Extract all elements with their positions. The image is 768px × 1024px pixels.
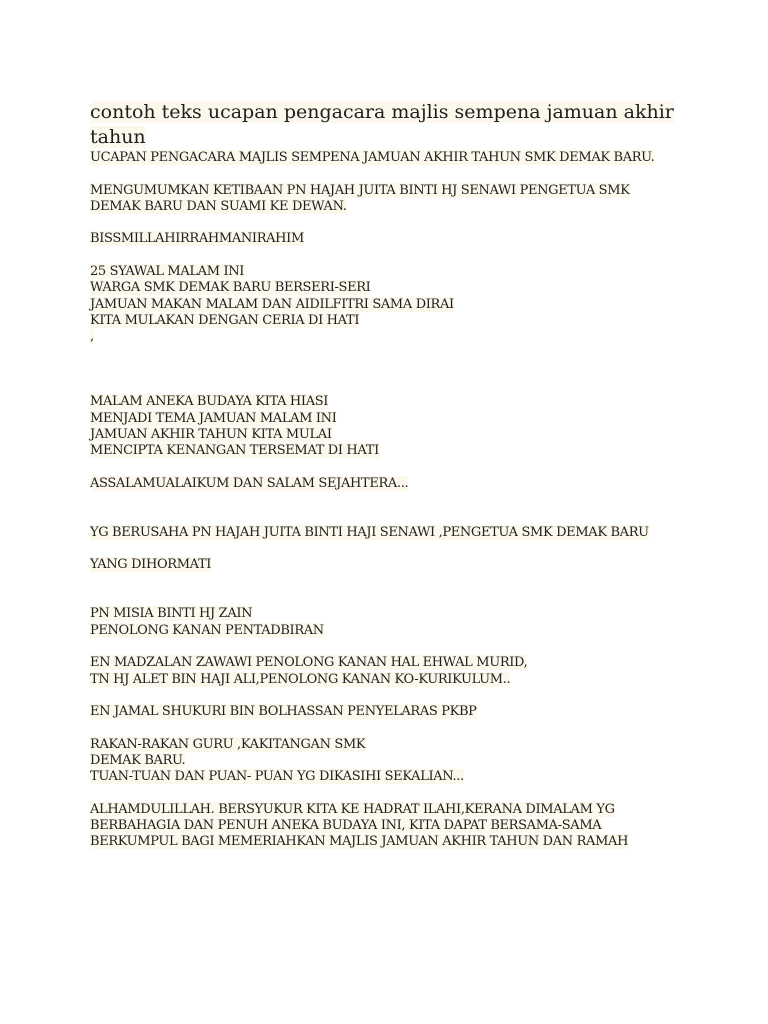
text-line: YANG DIHORMATI xyxy=(90,557,212,573)
text-line: , xyxy=(90,329,94,345)
text-line: MENGUMUMKAN KETIBAAN PN HAJAH JUITA BINTI HJ SENAWI PENGETUA SMK DEMAK BARU DAN SUAMI KE DEWAN. xyxy=(90,182,630,214)
text-line: UCAPAN PENGACARA MAJLIS SEMPENA JAMUAN AKHIR TAHUN SMK DEMAK BARU. xyxy=(90,150,655,165)
text-line: TUAN-TUAN DAN PUAN- PUAN YG DIKASIHI SEKALIAN... xyxy=(90,769,464,785)
text-line-wrap xyxy=(90,313,680,329)
paragraph xyxy=(90,476,680,492)
text-line-wrap xyxy=(90,672,680,688)
text-line-wrap xyxy=(90,737,680,753)
text-line: RAKAN-RAKAN GURU ,KAKITANGAN SMK xyxy=(90,736,366,752)
text-line-wrap xyxy=(90,753,680,769)
paragraph xyxy=(90,737,680,786)
spacer xyxy=(90,590,680,606)
text-line-wrap xyxy=(90,411,680,427)
text-line: MALAM ANEKA BUDAYA KITA HIASI xyxy=(90,394,329,410)
text-line: MENCIPTA KENANGAN TERSEMAT DI HATI xyxy=(90,443,379,459)
text-line: PENOLONG KANAN PENTADBIRAN xyxy=(90,622,324,638)
text-line-wrap xyxy=(90,394,680,410)
text-line-wrap xyxy=(90,329,680,345)
text-line-wrap xyxy=(90,443,680,459)
text-line: JAMUAN MAKAN MALAM DAN AIDILFITRI SAMA DIRAI xyxy=(90,296,454,312)
text-line: BISSMILLAHIRRAHMANIRAHIM xyxy=(90,231,304,247)
text-line-wrap xyxy=(90,297,680,313)
text-line: YG BERUSAHA PN HAJAH JUITA BINTI HAJI SENAWI ,PENGETUA SMK DEMAK BARU xyxy=(90,524,649,540)
document-content xyxy=(90,100,680,867)
text-line-wrap xyxy=(90,606,680,622)
text-line: MENJADI TEMA JAMUAN MALAM INI xyxy=(90,410,337,426)
paragraph xyxy=(90,231,680,247)
document-title-text: contoh teks ucapan pengacara majlis sempena jamuan akhir tahun xyxy=(90,101,674,148)
paragraph xyxy=(90,183,680,216)
text-line-wrap xyxy=(90,769,680,785)
spacer xyxy=(90,362,680,378)
paragraph xyxy=(90,394,680,459)
text-line: JAMUAN AKHIR TAHUN KITA MULAI xyxy=(90,427,332,443)
paragraph xyxy=(90,525,680,541)
text-line: 25 SYAWAL MALAM INI xyxy=(90,264,245,280)
text-line: ALHAMDULILLAH. BERSYUKUR KITA KE HADRAT ILAHI,KERANA DIMALAM YG BERBAHAGIA DAN PENUH ANEKA BUDAYA INI, KITA DAPAT BERSAMA-SAMA BERKUMPUL BAGI MEMERIAHKAN MAJLIS JAMUAN AKHIR TAHUN DAN RAMAH xyxy=(90,801,629,850)
text-line: ASSALAMUALAIKUM DAN SALAM SEJAHTERA... xyxy=(90,475,409,491)
text-line: PN MISIA BINTI HJ ZAIN xyxy=(90,606,253,622)
text-line: EN MADZALAN ZAWAWI PENOLONG KANAN HAL EHWAL MURID, xyxy=(90,655,528,671)
paragraph xyxy=(90,655,680,688)
text-line-wrap xyxy=(90,427,680,443)
text-line-wrap xyxy=(90,280,680,296)
text-line: DEMAK BARU. xyxy=(90,752,186,768)
paragraph xyxy=(90,150,680,166)
text-line: EN JAMAL SHUKURI BIN BOLHASSAN PENYELARAS PKBP xyxy=(90,704,477,720)
text-line: WARGA SMK DEMAK BARU BERSERI-SERI xyxy=(90,280,371,296)
spacer xyxy=(90,509,680,525)
paragraph xyxy=(90,264,680,345)
text-line-wrap xyxy=(90,264,680,280)
text-line-wrap xyxy=(90,623,680,639)
paragraph xyxy=(90,606,680,639)
document-body xyxy=(90,150,680,851)
text-line-wrap xyxy=(90,655,680,671)
paragraph xyxy=(90,704,680,720)
text-line: TN HJ ALET BIN HAJI ALI,PENOLONG KANAN KO-KURIKULUM.. xyxy=(90,671,511,687)
paragraph xyxy=(90,802,680,851)
spacer xyxy=(90,378,680,394)
document-title xyxy=(90,100,680,150)
text-line: KITA MULAKAN DENGAN CERIA DI HATI xyxy=(90,312,360,328)
paragraph xyxy=(90,557,680,573)
